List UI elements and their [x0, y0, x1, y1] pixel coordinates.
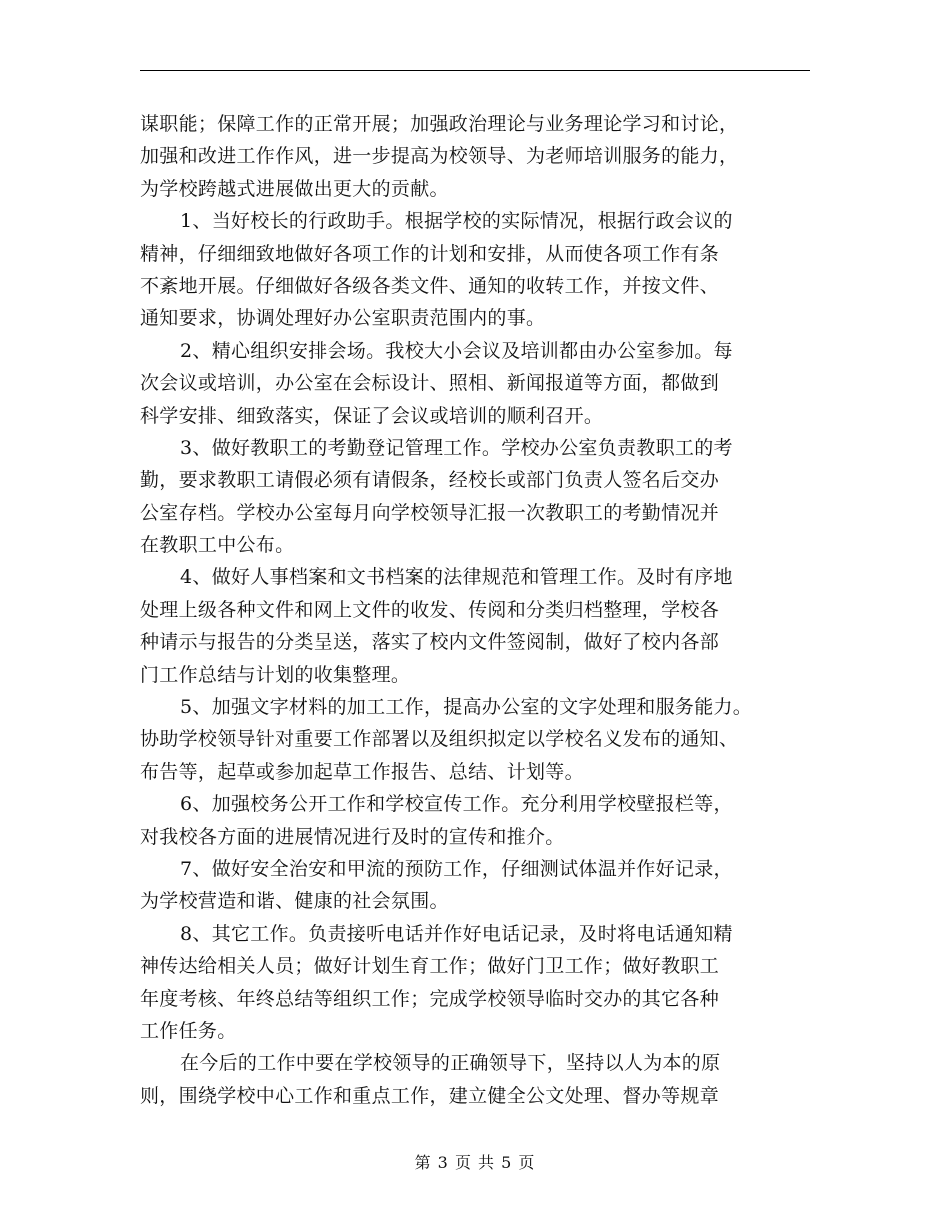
text-line: 8、其它工作。负责接听电话并作好电话记录，及时将电话通知精: [180, 922, 733, 945]
text-line: 1、当好校长的行政助手。根据学校的实际情况，根据行政会议的: [180, 210, 733, 233]
text-line: 谋职能；保障工作的正常开展；加强政治理论与业务理论学习和讨论，: [140, 113, 739, 135]
text-line: 4、做好人事档案和文书档案的法律规范和管理工作。及时有序地: [180, 566, 733, 589]
text-line: 通知要求，协调处理好办公室职责范围内的事。: [140, 307, 546, 330]
text-line: 协助学校领导针对重要工作部署以及组织拟定以学校名义发布的通知、: [140, 728, 739, 751]
text-line: 7、做好安全治安和甲流的预防工作，仔细测试体温并作好记录，: [180, 857, 733, 880]
text-line: 在教职工中公布。: [140, 534, 295, 557]
text-line: 神传达给相关人员；做好计划生育工作；做好门卫工作；做好教职工: [140, 955, 720, 978]
text-line: 次会议或培训，办公室在会标设计、照相、新闻报道等方面，都做到: [140, 372, 720, 395]
text-line: 科学安排、细致落实，保证了会议或培训的顺利召开。: [140, 404, 604, 427]
text-line: 布告等，起草或参加起草工作报告、总结、计划等。: [140, 760, 584, 783]
text-line: 处理上级各种文件和网上文件的收发、传阅和分类归档整理，学校各: [140, 598, 720, 621]
text-line: 加强和改进工作作风，进一步提高为校领导、为老师培训服务的能力，: [140, 145, 739, 168]
text-line: 5、加强文字材料的加工工作，提高办公室的文字处理和服务能力。: [180, 696, 753, 719]
text-line: 年度考核、年终总结等组织工作；完成学校领导临时交办的其它各种: [140, 987, 720, 1010]
text-line: 种请示与报告的分类呈送，落实了校内文件签阅制，做好了校内各部: [140, 631, 720, 654]
text-line: 2、精心组织安排会场。我校大小会议及培训都由办公室参加。每: [180, 339, 733, 362]
text-line: 为学校跨越式进展做出更大的贡献。: [140, 177, 449, 200]
page-footer: 第 3 页 共 5 页: [414, 1153, 536, 1172]
text-line: 6、加强校务公开工作和学校宣传工作。充分利用学校壁报栏等，: [180, 793, 733, 816]
text-line: 精神，仔细细致地做好各项工作的计划和安排，从而使各项工作有条: [140, 242, 720, 265]
text-line: 在今后的工作中要在学校领导的正确领导下，坚持以人为本的原: [180, 1052, 721, 1075]
header-rule: [140, 70, 810, 71]
text-line: 3、做好教职工的考勤登记管理工作。学校办公室负责教职工的考: [180, 436, 733, 459]
text-line: 勤，要求教职工请假必须有请假条，经校长或部门负责人签名后交办: [140, 469, 720, 492]
body-text: [140, 108, 830, 1112]
text-line: 门工作总结与计划的收集整理。: [140, 663, 411, 686]
text-line: 为学校营造和谐、健康的社会氛围。: [140, 890, 449, 913]
text-line: 公室存档。学校办公室每月向学校领导汇报一次教职工的考勤情况并: [140, 501, 720, 524]
text-line: 不紊地开展。仔细做好各级各类文件、通知的收转工作，并按文件、: [140, 274, 720, 297]
text-line: 工作任务。: [140, 1019, 237, 1042]
text-line: 对我校各方面的进展情况进行及时的宣传和推介。: [140, 825, 565, 848]
text-line: 则，围绕学校中心工作和重点工作，建立健全公文处理、督办等规章: [140, 1084, 720, 1107]
